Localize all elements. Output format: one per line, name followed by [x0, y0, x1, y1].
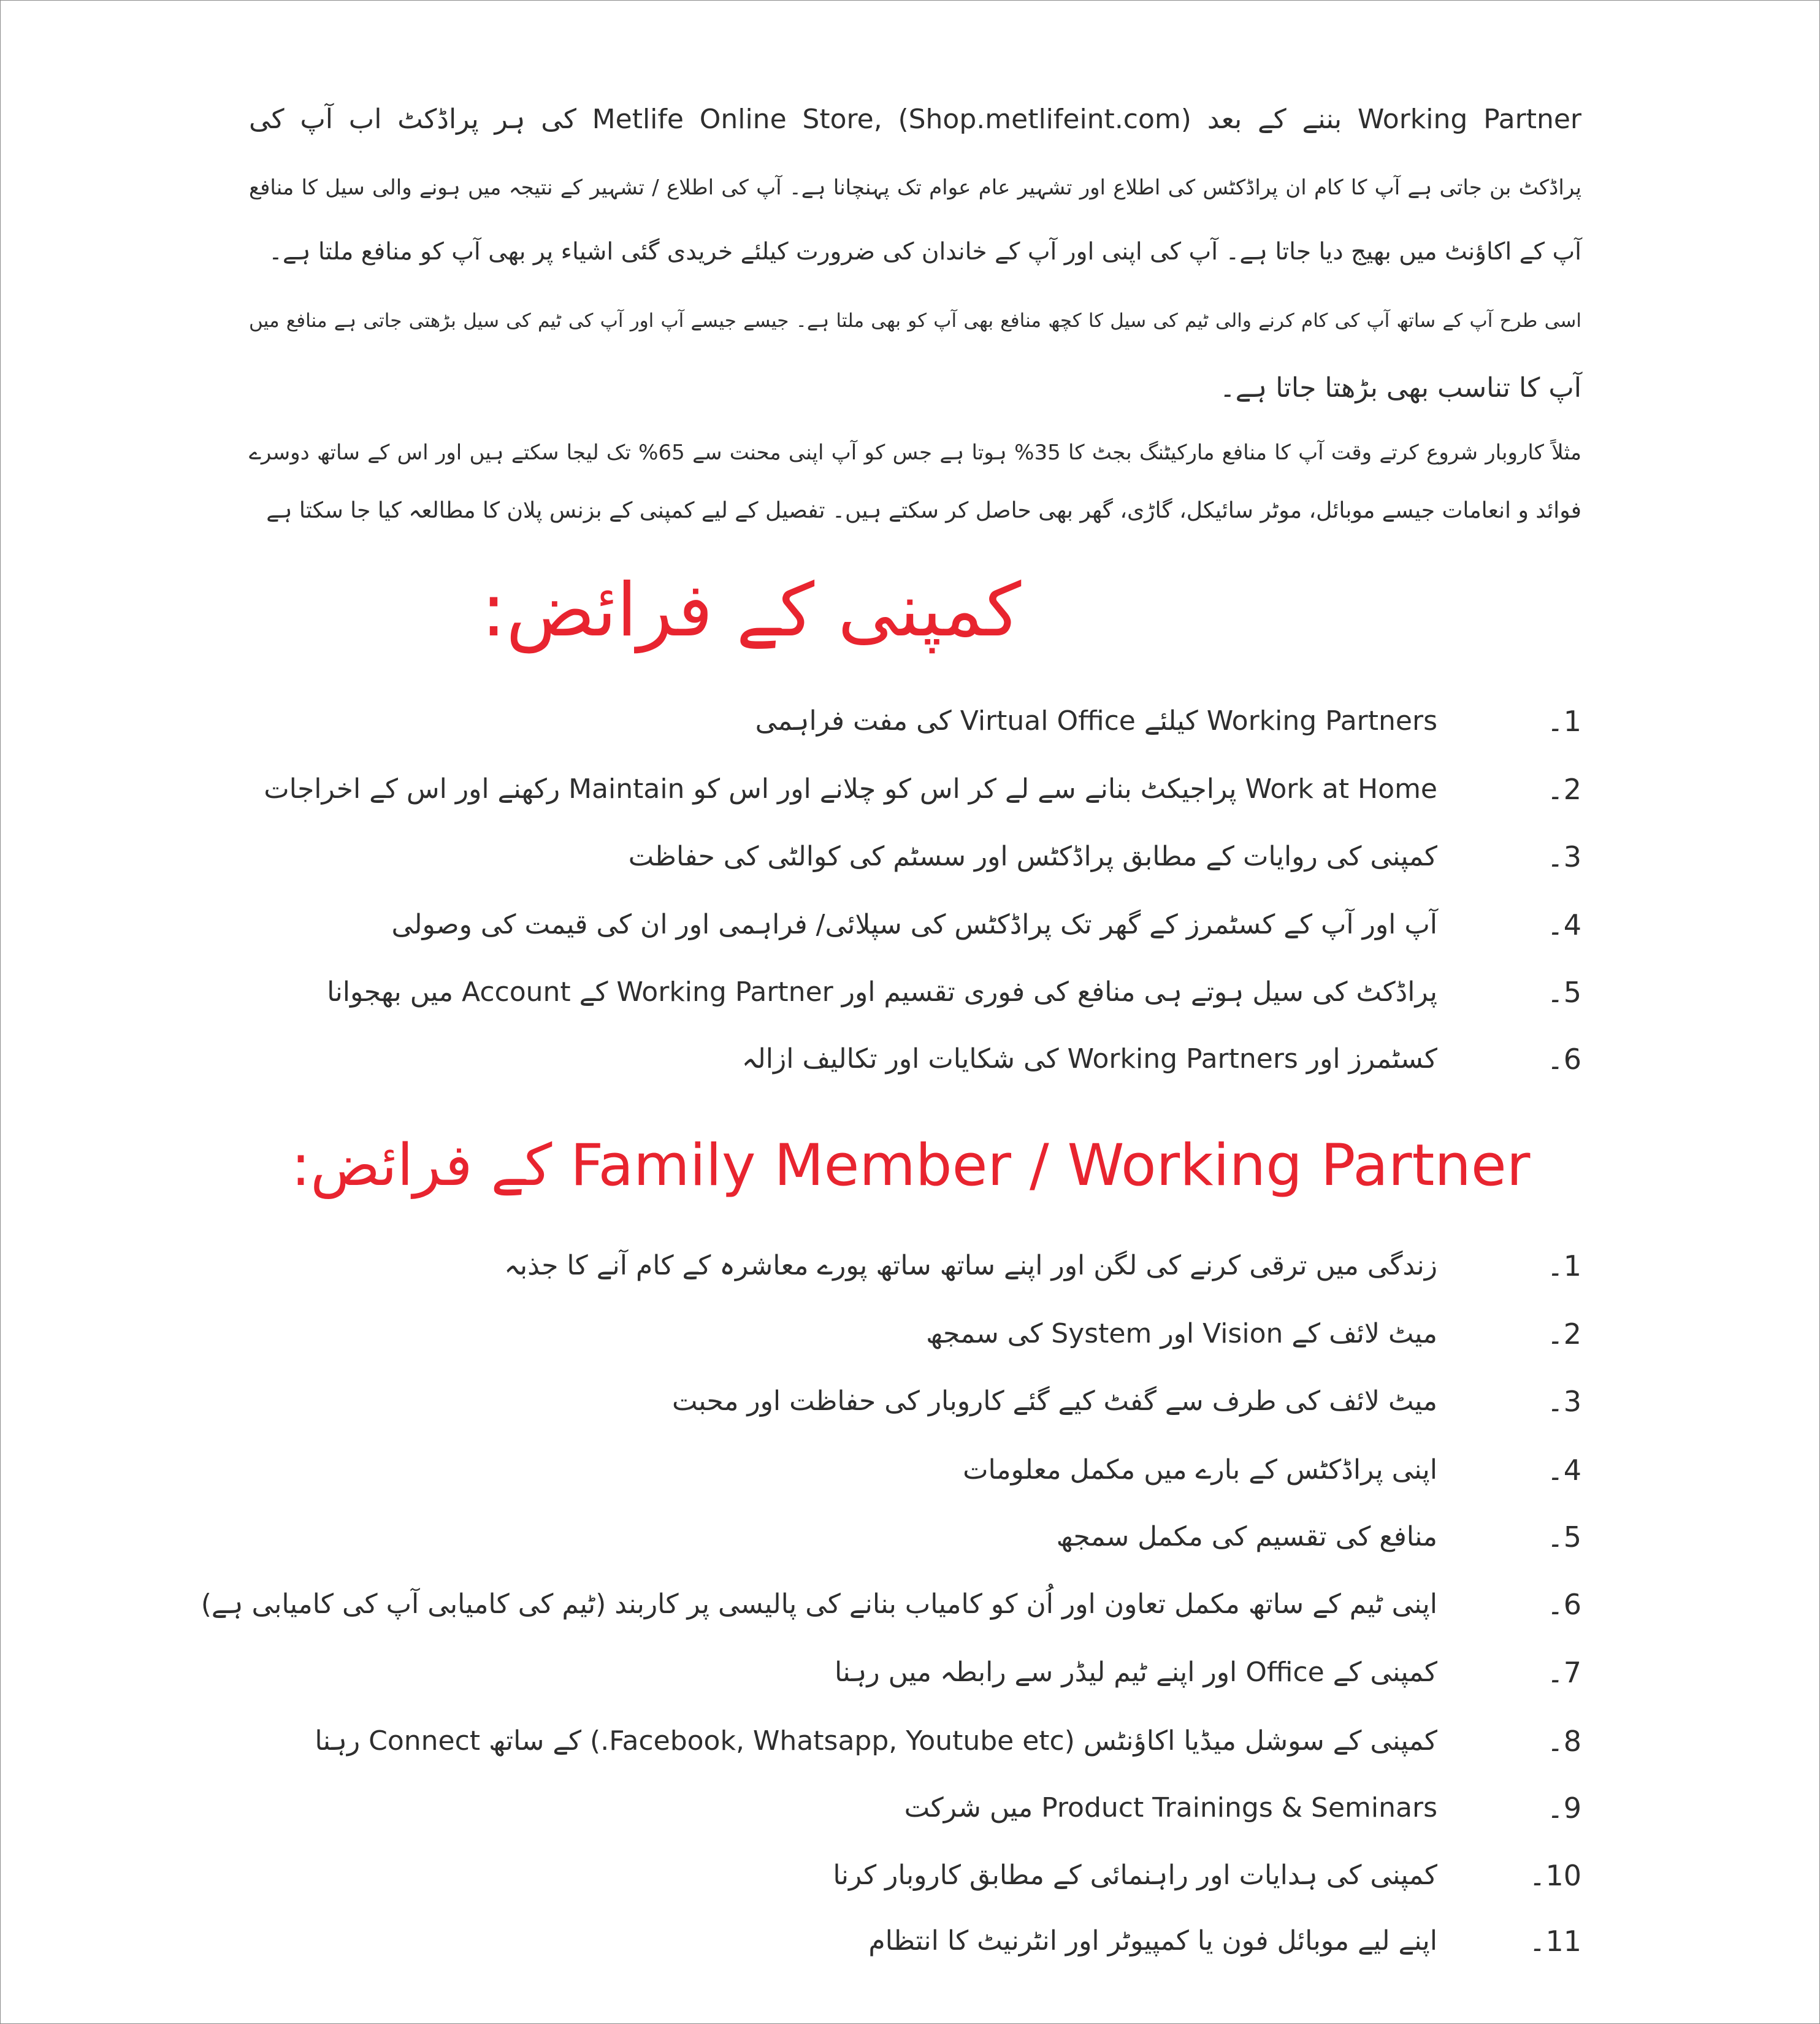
- item-text: اپنی پراڈکٹس کے بارے میں مکمل معلومات: [963, 1454, 1437, 1485]
- list-item: [171, 1241, 1581, 1290]
- list-item: [171, 1648, 1581, 1697]
- item-text: اپنی ٹیم کے ساتھ مکمل تعاون اور اُن کو کامیاب بنانے کی پالیسی پر کاربند (ٹیم کی کامیابی آپ کی کامیابی ہے): [201, 1589, 1437, 1620]
- item-text: منافع کی تقسیم کی مکمل سمجھ: [1056, 1521, 1437, 1552]
- item-number: 4۔: [1547, 908, 1581, 941]
- intro-line: فوائد و انعامات جیسے موبائل، موٹر سائیکل، گاڑی، گھر بھی حاصل کر سکتے ہیں۔ تفصیل کے لیے کمپنی کے بزنس پلان کا مطالعہ کیا جا سکتا ہے: [266, 498, 1581, 523]
- item-number: 11۔: [1529, 1925, 1581, 1958]
- list-item: [171, 1446, 1581, 1495]
- item-number: 6۔: [1547, 1043, 1581, 1076]
- item-text: آپ اور آپ کے کسٹمرز کے گھر تک پراڈکٹس کی سپلائی/ فراہمی اور ان کی قیمت کی وصولی: [391, 909, 1437, 940]
- list-item: [171, 900, 1581, 949]
- item-number: 5۔: [1547, 1520, 1581, 1554]
- list-item: [171, 1784, 1581, 1833]
- item-number: 4۔: [1547, 1454, 1581, 1487]
- list-item: [171, 765, 1581, 814]
- intro-line: آپ کے اکاؤنٹ میں بھیج دیا جاتا ہے۔ آپ کی اپنی اور آپ کے خاندان کی ضرورت کیلئے خریدی گئی اشیاء پر بھی آپ کو منافع ملتا ہے۔: [268, 238, 1581, 266]
- item-text: Working Partners کیلئے Virtual Office کی مفت فراہمی: [755, 705, 1437, 737]
- item-number: 3۔: [1547, 1385, 1581, 1418]
- item-text: Work at Home پراجیکٹ بنانے سے لے کر اس کو چلانے اور اس کو Maintain رکھنے اور اس کے اخراجات: [264, 773, 1437, 805]
- item-number: 6۔: [1547, 1588, 1581, 1621]
- intro-line: اسی طرح آپ کے ساتھ آپ کی کام کرنے والی ٹیم کی سیل کا کچھ منافع بھی آپ کو بھی ملتا ہے۔ جیسے جیسے آپ اور آپ کی ٹیم کی سیل بڑھتی جاتی ہے منافع میں: [249, 310, 1581, 332]
- intro-line: مثلاً کاروبار شروع کرتے وقت آپ کا منافع مارکیٹنگ بجٹ کا 35% ہوتا ہے جس کو آپ اپنی محنت سے 65% تک لیجا سکتے ہیں اور اس کے ساتھ دوسرے: [249, 440, 1581, 465]
- item-text: زندگی میں ترقی کرنے کی لگن اور اپنے ساتھ ساتھ پورے معاشرہ کے کام آنے کا جذبہ: [504, 1250, 1437, 1281]
- intro-line: آپ کا تناسب بھی بڑھتا جاتا ہے۔: [1219, 372, 1581, 404]
- item-number: 9۔: [1547, 1792, 1581, 1825]
- item-number: 7۔: [1547, 1656, 1581, 1689]
- item-text: کسٹمرز اور Working Partners کی شکایات اور تکالیف ازالہ: [741, 1043, 1437, 1075]
- item-text: کمپنی کے سوشل میڈیا اکاؤنٹس (Facebook, Whatsapp, Youtube etc.) کے ساتھ Connect رہنا: [315, 1725, 1437, 1757]
- list-item: [171, 1717, 1581, 1766]
- list-item: [171, 697, 1581, 746]
- item-text: کمپنی کی ہدایات اور راہنمائی کے مطابق کاروبار کرنا: [833, 1860, 1437, 1891]
- item-text: پراڈکٹ کی سیل ہوتے ہی منافع کی فوری تقسیم اور Working Partner کے Account میں بھجوانا: [327, 976, 1437, 1008]
- list-item: [171, 1851, 1581, 1900]
- list-item: [171, 1309, 1581, 1359]
- list-item: [171, 1035, 1581, 1084]
- item-number: 8۔: [1547, 1725, 1581, 1758]
- item-number: 5۔: [1547, 976, 1581, 1009]
- item-text: میٹ لائف کی طرف سے گفٹ کیے گئے کاروبار کی حفاظت اور محبت: [671, 1386, 1437, 1417]
- list-item: [171, 968, 1581, 1017]
- item-text: Product Trainings & Seminars میں شرکت: [904, 1792, 1437, 1823]
- item-text: میٹ لائف کے Vision اور System کی سمجھ: [926, 1318, 1437, 1349]
- list-item: [171, 1512, 1581, 1562]
- list-item: [171, 832, 1581, 881]
- partner-duties-heading: Family Member / Working Partner کے فرائض:: [291, 1132, 1531, 1199]
- item-number: 1۔: [1547, 705, 1581, 738]
- item-text: کمپنی کی روایات کے مطابق پراڈکٹس اور سسٹم کی کوالٹی کی حفاظت: [628, 841, 1437, 872]
- company-duties-heading: کمپنی کے فرائض:: [481, 568, 1022, 653]
- item-number: 2۔: [1547, 1317, 1581, 1351]
- item-text: اپنے لیے موبائل فون یا کمپیوٹر اور انٹرنیٹ کا انتظام: [868, 1925, 1437, 1957]
- list-item: [171, 1580, 1581, 1629]
- item-number: 1۔: [1547, 1249, 1581, 1282]
- list-item: [171, 1917, 1581, 1966]
- item-text: کمپنی کے Office اور اپنے ٹیم لیڈر سے رابطہ میں رہنا: [834, 1657, 1437, 1688]
- intro-line: پراڈکٹ بن جاتی ہے آپ کا کام ان پراڈکٹس کی اطلاع اور تشہیر عام عوام تک پہنچانا ہے۔ آپ کی اطلاع / تشہیر کے نتیجہ میں ہونے والی سیل کا منافع: [249, 175, 1581, 200]
- list-item: [171, 1377, 1581, 1426]
- item-number: 3۔: [1547, 840, 1581, 873]
- intro-line: Working Partner بننے کے بعد Metlife Online Store, (Shop.metlifeint.com) کی ہر پراڈکٹ اب آپ کی: [249, 104, 1581, 135]
- item-number: 10۔: [1529, 1859, 1581, 1892]
- item-number: 2۔: [1547, 773, 1581, 806]
